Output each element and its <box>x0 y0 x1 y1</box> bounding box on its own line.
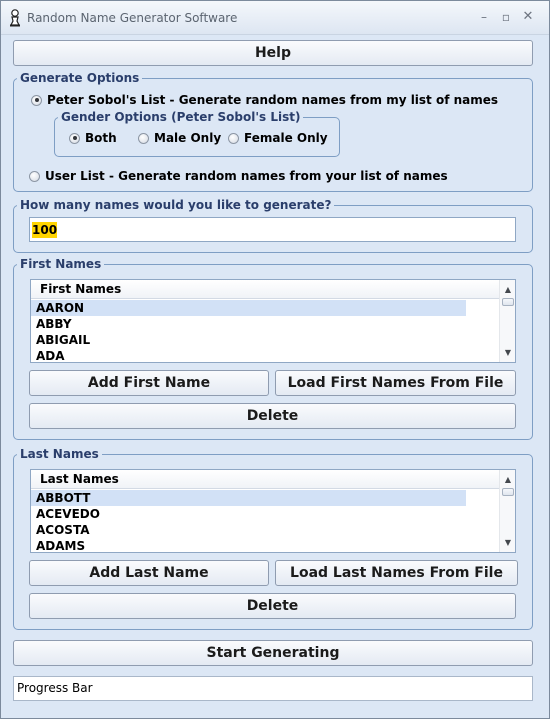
help-button[interactable]: Help <box>13 40 533 66</box>
window-title: Random Name Generator Software <box>27 11 238 25</box>
gender-both[interactable] <box>69 131 117 145</box>
maximize-icon[interactable]: ▫ <box>501 10 511 24</box>
option-user-list[interactable] <box>29 169 448 183</box>
list-item[interactable]: ABBY <box>36 317 72 331</box>
add-last-name-button[interactable]: Add Last Name <box>29 560 269 586</box>
option-user-radio[interactable] <box>29 171 40 182</box>
scroll-up-arrow-icon[interactable]: ▲ <box>504 285 512 294</box>
first-names-column-header[interactable]: First Names <box>31 280 501 299</box>
gender-female[interactable] <box>228 131 328 145</box>
first-names-legend: First Names <box>20 257 102 271</box>
gender-male[interactable] <box>138 131 221 145</box>
last-names-list[interactable] <box>30 469 516 553</box>
delete-first-name-button[interactable]: Delete <box>29 403 516 429</box>
scroll-down-arrow-icon[interactable]: ▼ <box>504 538 512 547</box>
gender-options-legend: Gender Options (Peter Sobol's List) <box>61 110 301 124</box>
list-item[interactable]: ADAMS <box>36 539 86 553</box>
close-icon[interactable]: ✕ <box>522 9 534 24</box>
progress-bar: Progress Bar <box>13 676 533 701</box>
gender-both-label: Both <box>85 131 117 145</box>
count-input[interactable] <box>29 217 516 242</box>
option-sobol-radio[interactable] <box>31 95 42 106</box>
option-sobol-list[interactable] <box>31 93 498 107</box>
option-sobol-label: Peter Sobol's List - Generate random names from my list of names <box>47 93 499 107</box>
option-user-label: User List - Generate random names from your list of names <box>45 169 448 183</box>
minimize-icon[interactable]: – <box>481 10 487 24</box>
add-first-name-button[interactable]: Add First Name <box>29 370 269 396</box>
last-names-column-header[interactable]: Last Names <box>31 470 501 489</box>
last-names-legend: Last Names <box>20 447 99 461</box>
list-item[interactable]: ABBOTT <box>31 490 466 506</box>
count-legend: How many names would you like to generate? <box>20 198 332 212</box>
first-names-scrollbar[interactable] <box>499 280 515 362</box>
gender-male-label: Male Only <box>154 131 222 145</box>
gender-male-radio[interactable] <box>138 133 149 144</box>
list-item[interactable]: ABIGAIL <box>36 333 91 347</box>
gender-female-radio[interactable] <box>228 133 239 144</box>
scroll-up-arrow-icon[interactable]: ▲ <box>504 475 512 484</box>
list-item[interactable]: ACEVEDO <box>36 507 100 521</box>
load-first-names-button[interactable]: Load First Names From File <box>275 370 516 396</box>
generate-options-legend: Generate Options <box>20 71 140 85</box>
pawn-icon <box>7 9 23 27</box>
load-last-names-button[interactable]: Load Last Names From File <box>275 560 518 586</box>
count-value: 100 <box>32 223 58 237</box>
scroll-down-arrow-icon[interactable]: ▼ <box>504 348 512 357</box>
list-item[interactable]: ACOSTA <box>36 523 90 537</box>
list-item[interactable]: ADA <box>36 349 65 363</box>
delete-last-name-button[interactable]: Delete <box>29 593 516 619</box>
start-generating-button[interactable]: Start Generating <box>13 640 533 666</box>
last-names-scrollbar[interactable] <box>499 470 515 552</box>
list-item[interactable]: AARON <box>31 300 466 316</box>
first-names-list[interactable] <box>30 279 516 363</box>
scroll-thumb[interactable] <box>502 298 514 306</box>
scroll-thumb[interactable] <box>502 488 514 496</box>
gender-both-radio[interactable] <box>69 133 80 144</box>
title-bar[interactable] <box>1 1 549 35</box>
gender-female-label: Female Only <box>244 131 328 145</box>
